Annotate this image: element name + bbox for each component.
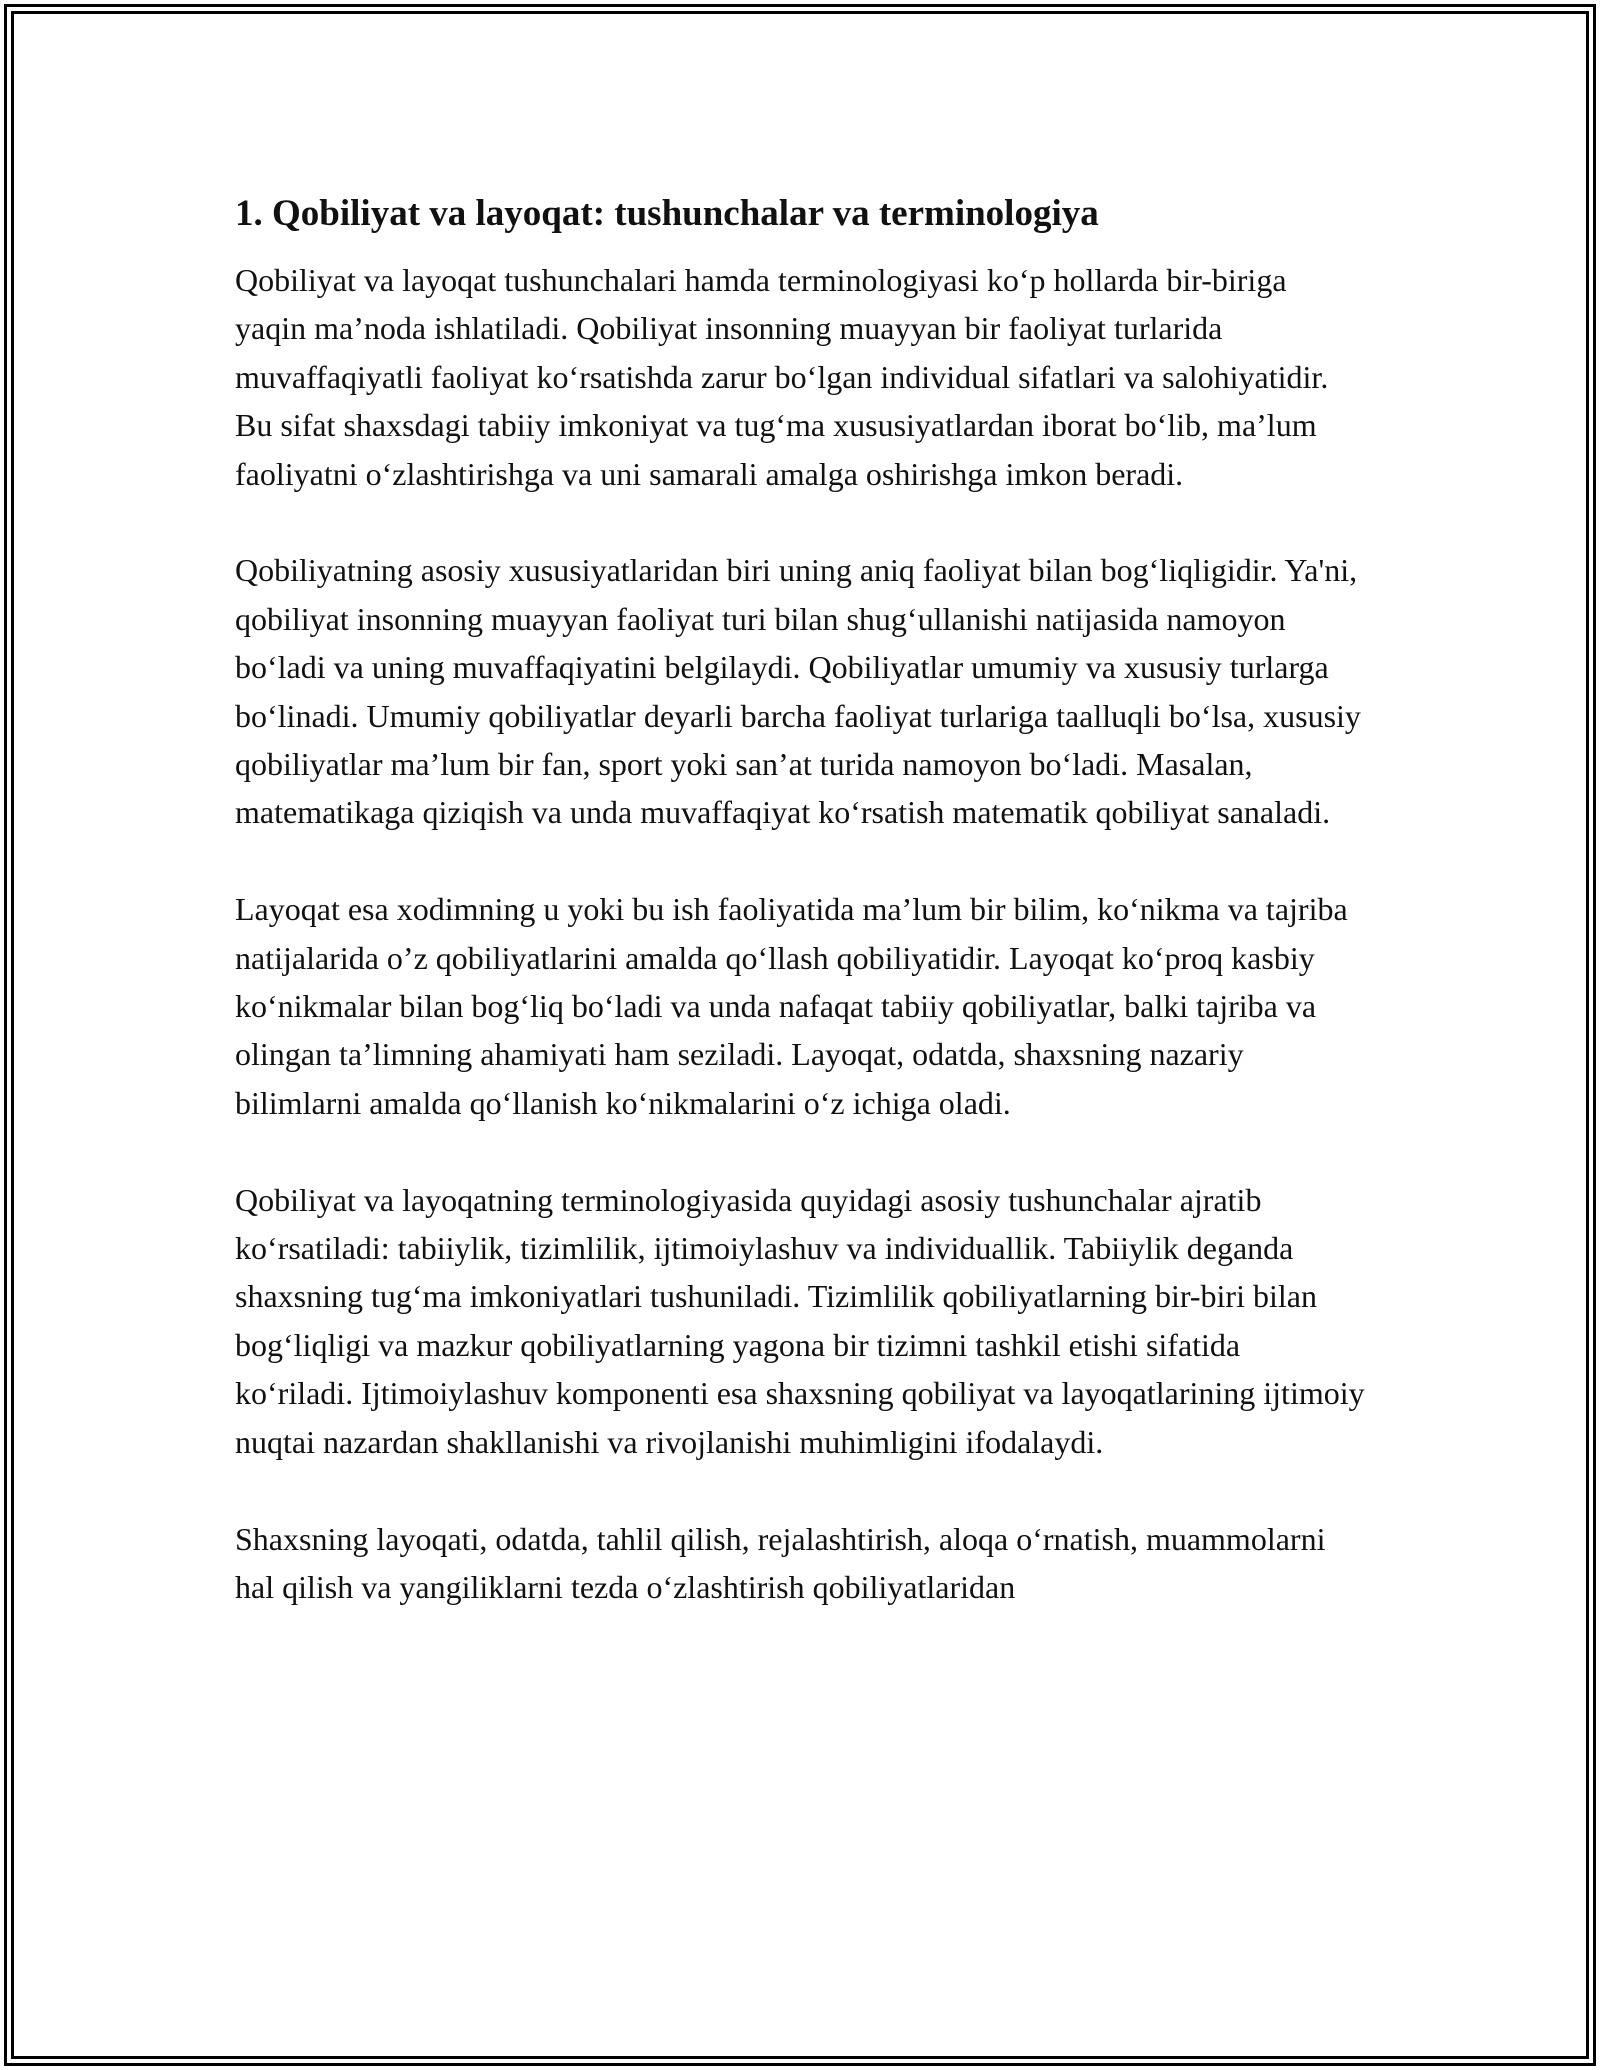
paragraph-3: Layoqat esa xodimning u yoki bu ish faoliyatida ma’lum bir bilim, ko‘nikma va tajriba natijalarida o’z qobiliyatlarini amalda qo‘llash qobiliyatidir. Layoqat ko‘proq kasbiy ko‘nikmalar bilan bog‘liq bo‘ladi va unda nafaqat tabiiy qobiliyatlar, balki tajriba va olingan ta’limning ahamiyati ham seziladi. Layoqat, odatda, shaxsning nazariy bilimlarni amalda qo‘llanish ko‘nikmalarini o‘z ichiga oladi. (235, 891, 1348, 1121)
document-body (235, 186, 1365, 1660)
paragraph-1: Qobiliyat va layoqat tushunchalari hamda terminologiyasi ko‘p hollarda bir-biriga yaqin ma’noda ishlatiladi. Qobiliyat insonning muayyan bir faoliyat turlarida muvaffaqiyatli faoliyat ko‘rsatishda zarur bo‘lgan individual sifatlari va salohiyatidir. Bu sifat shaxsdagi tabiiy imkoniyat va tug‘ma xususiyatlardan iborat bo‘lib, ma’lum faoliyatni o‘zlashtirishga va uni samarali amalga oshirishga imkon beradi. (235, 262, 1329, 492)
paragraph-4: Qobiliyat va layoqatning terminologiyasida quyidagi asosiy tushunchalar ajratib ko‘rsatiladi: tabiiylik, tizimlilik, ijtimoiylashuv va individuallik. Tabiiylik deganda shaxsning tug‘ma imkoniyatlari tushuniladi. Tizimlilik qobiliyatlarning bir-biri bilan bog‘liqligi va mazkur qobiliyatlarning yagona bir tizimni tashkil etishi sifatida ko‘riladi. Ijtimoiylashuv komponenti esa shaxsning qobiliyat va layoqatlarining ijtimoiy nuqtai nazardan shakllanishi va rivojlanishi muhimligini ifodalaydi. (235, 1181, 1365, 1460)
paragraph-2: Qobiliyatning asosiy xususiyatlaridan biri uning aniq faoliyat bilan bog‘liqligidir. Ya'ni, qobiliyat insonning muayyan faoliyat turi bilan shug‘ullanishi natijasida namoyon bo‘ladi va uning muvaffaqiyatini belgilaydi. Qobiliyatlar umumiy va xususiy turlarga bo‘linadi. Umumiy qobiliyatlar deyarli barcha faoliyat turlariga taalluqli bo‘lsa, xususiy qobiliyatlar ma’lum bir fan, sport yoki san’at turida namoyon bo‘ladi. Masalan, matematikaga qiziqish va unda muvaffaqiyat ko‘rsatish matematik qobiliyat sanaladi. (235, 552, 1361, 831)
paragraph-5: Shaxsning layoqati, odatda, tahlil qilish, rejalashtirish, aloqa o‘rnatish, muammolarni hal qilish va yangiliklarni tezda o‘zlashtirish qobiliyatlaridan (235, 1520, 1326, 1605)
section-heading: 1. Qobiliyat va layoqat: tushunchalar va terminologiya (235, 193, 1099, 234)
